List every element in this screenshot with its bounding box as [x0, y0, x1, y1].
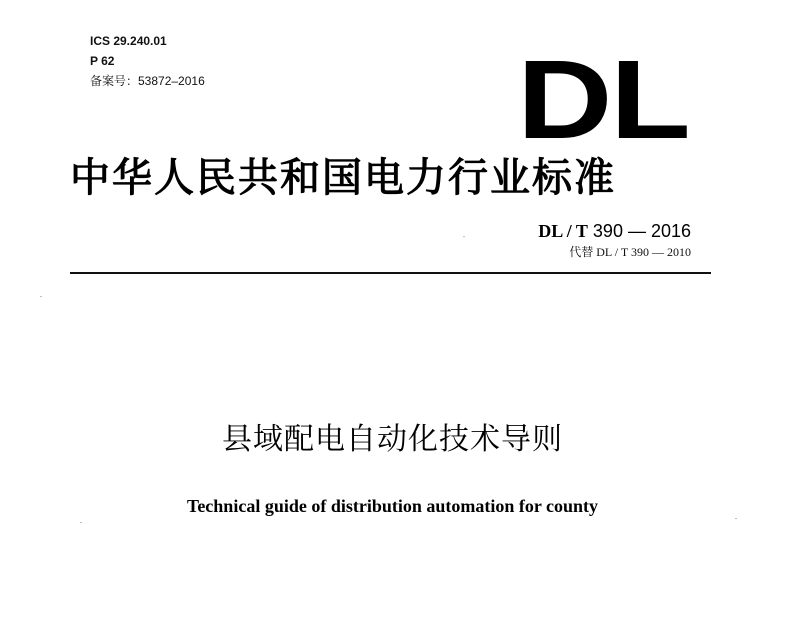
- scan-speck: [80, 522, 82, 523]
- scan-speck: [40, 296, 42, 297]
- document-title-chinese: 县域配电自动化技术导则: [222, 422, 563, 457]
- standard-code: DL / T: [538, 221, 588, 241]
- organization-title: 中华人民共和国电力行业标准: [70, 155, 616, 201]
- filing-number: 备案号：53872–2016: [90, 74, 205, 88]
- scan-speck: [463, 236, 465, 237]
- standard-year-number: 390 — 2016: [592, 221, 691, 241]
- scan-speck: [735, 518, 737, 519]
- document-title-english: Technical guide of distribution automation for county: [186, 496, 599, 516]
- standard-number: [538, 220, 691, 242]
- replaces-standard: 代替 DL / T 390 — 2010: [569, 245, 691, 259]
- header-divider: [70, 272, 711, 274]
- ccs-code: P 62: [90, 54, 115, 68]
- dl-logo: DL: [517, 37, 689, 162]
- ics-code: ICS 29.240.01: [90, 34, 167, 48]
- classification-block: [90, 31, 205, 91]
